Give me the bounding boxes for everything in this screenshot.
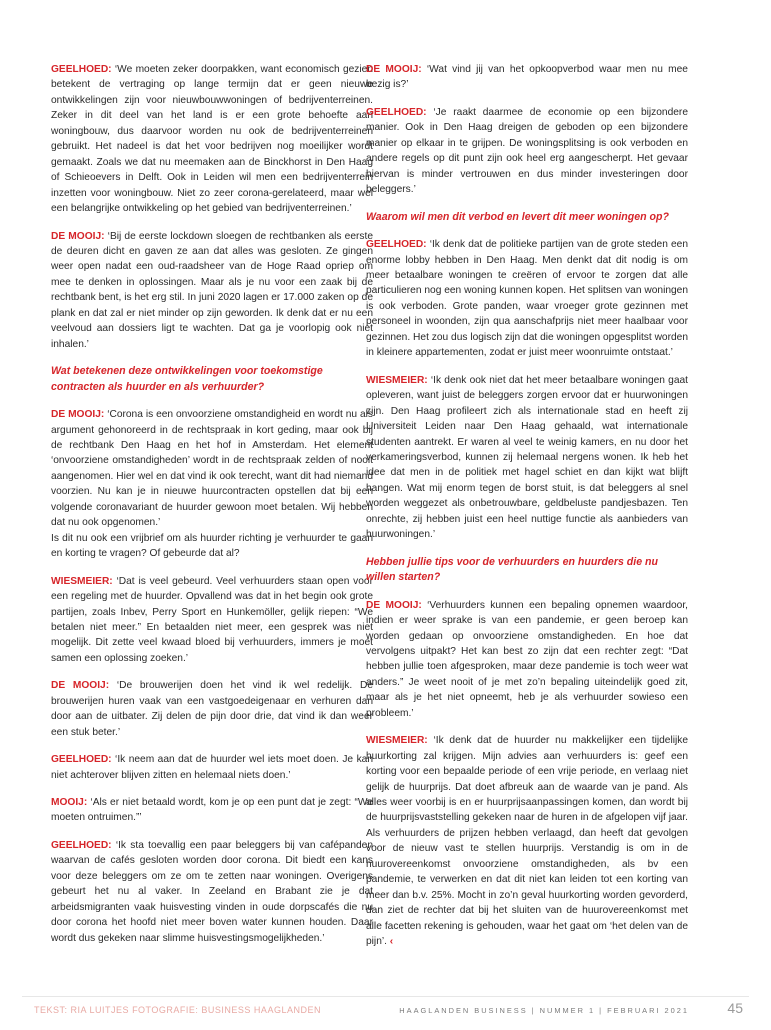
paragraph-text: ‘Je raakt daarmee de economie op een bijzondere manier. Ook in Den Haag dreigen de geboden op een bijzondere manier op elkaar in te grijpen. De woningsplitsing is ook verboden en andere regels op dit punt zijn ook heel erg aangescherpt. Het gevaar hiervan is minder vertrouwen en dus minder investeringen door beleggers.’ bbox=[366, 106, 688, 196]
paragraph bbox=[366, 373, 688, 543]
page-number: 45 bbox=[727, 1000, 743, 1016]
paragraph-text: ‘Ik neem aan dat de huurder wel iets moet doen. Je kan niet achterover blijven zitten en helemaal niets doen.’ bbox=[51, 754, 373, 781]
paragraph-text: ‘Corona is een onvoorziene omstandigheid en wordt nu als argument gehonoreerd in de rechtspraak in kort geding, maar ook bij de rechtbank Den Haag en het hof in Amsterdam. Het element ‘onvoorziene omstandigheden’ wordt in de rechtspraak zelden of nooit aangenomen. Hier wel en dat vind ik ook terecht, want dit had niemand voorzien. Nu kan je in nieuwe huurcontracten opstellen dat bij een volgende coronavariant de huurder gewoon moet betalen. Wij hebben dat nu ook opgenomen.’ bbox=[51, 409, 373, 529]
interview-question: Hebben jullie tips voor de verhuurders en huurders die nu willen starten? bbox=[366, 555, 658, 584]
speaker-label: GEELHOED: bbox=[366, 106, 427, 118]
speaker-label: DE MOOIJ: bbox=[51, 230, 105, 242]
right-column bbox=[366, 62, 688, 962]
speaker-label: DE MOOIJ: bbox=[366, 599, 422, 611]
page-footer bbox=[22, 996, 749, 1023]
article-credits bbox=[34, 1005, 321, 1015]
paragraph bbox=[51, 838, 373, 946]
paragraph-text: ‘We moeten zeker doorpakken, want economisch gezien betekent de vertraging op lange termijn dat er geen nieuwe ontwikkelingen zijn voor nieuwbouwwoningen of bedrijventerreinen. Zeker in dit deel van het land is er een grote behoefte aan woningbouw, dus daarvoor worden nu ook de bedrijventerreinen gebruikt. Het nadeel is dat het voor bedrijven nog moeilijker wordt gemaakt. Zoals we dat nu meemaken aan de Binckhorst in Den Haag of Schieoevers in Delft. Ook in Leiden wil men een bedrijventerrein inzetten voor woningbouw. Niet zo zeer corona-gerelateerd, maar wel een belangrijke ontwikkeling op het gebied van bedrijventerreinen.’ bbox=[51, 64, 373, 215]
speaker-label: MOOIJ: bbox=[51, 797, 88, 809]
speaker-label: GEELHOED: bbox=[51, 754, 112, 766]
text-credit-label: TEKST: bbox=[34, 1005, 68, 1015]
paragraph bbox=[51, 795, 373, 826]
paragraph-text: ‘Bij de eerste lockdown sloegen de rechtbanken als eerste de deuren dicht en gaven ze aan dat alles was gesloten. Ze gingen weer open nadat een oud-raadsheer van de Hoge Raad opriep om mee te denken in oplossingen. Maar als je nu voor een zaak bij de rechtbank bent, is het erg stil. In juni 2020 lagen er 17.000 zaken op de plank en dat zal er niet minder op zijn geworden. Ik denk dat er nu een veelvoud aan dossiers ligt te wachten. Dat ga je voorlopig ook niet inhalen.’ bbox=[51, 230, 373, 350]
paragraph-text: ‘Ik sta toevallig een paar beleggers bij van cafépanden waarvan de cafés gesloten worden door corona. Dit biedt een kans voor deze beleggers om ze om te zetten naar woningen. Overigens gebeurt het nu al vaker. In Zeeland en Brabant zie je dat arbeidsmigranten vaak huisvesting vinden in oude dorpscafés die nu door corona het hoofd niet meer boven water kunnen houden. Daar wordt dus gekeken naar slimme huisvestingsmogelijkheden.’ bbox=[51, 839, 373, 944]
paragraph-text: ‘Ik denk dat de huurder nu makkelijker een tijdelijke huurkorting zal krijgen. Mijn advies aan verhuurders is: geef een korting voor een bepaalde periode of een vrije periode, en verlaag niet gelijk de huurprijs. Dat doet afbreuk aan de waarde van je pand. Als alles weer voorbij is en er huurprijsaanpassingen komen, dan wordt bij de huurprijsvaststelling gekeken naar de huren in de afgelopen vijf jaar. Als verhuurders de prijzen hebben verlaagd, dan heeft dat gevolgen voor de nieuw vast te stellen huurprijs. Verstandig is om in de huurovereenkomst onvoorziene omstandigheden, als bv een pandemie, te verwerken en dat dit niet kan leiden tot een korting van meer dan b.v. 25%. Mocht in zo’n geval huurkorting worden gevorderd, dan ziet de rechter dat bij het sluiten van de huurovereenkomst met alle facetten rekening is gehouden, waar het gaat om ‘het delen van de pijn’. bbox=[366, 735, 688, 948]
end-of-article-icon: ‹ bbox=[389, 936, 394, 948]
speaker-label: WIESMEIER: bbox=[51, 575, 113, 587]
photo-credit-name: BUSINESS HAAGLANDEN bbox=[201, 1005, 321, 1015]
magazine-masthead: HAAGLANDEN BUSINESS | NUMMER 1 | FEBRUARI 2021 bbox=[399, 1006, 689, 1015]
paragraph bbox=[366, 733, 688, 949]
paragraph bbox=[51, 752, 373, 783]
paragraph bbox=[51, 407, 373, 562]
paragraph-text: ‘Verhuurders kunnen een bepaling opnemen waardoor, indien er weer sprake is van een pandemie, er geen beroep kan worden gedaan op onvoorziene omstandigheden. En hoe dat vervolgens uitpakt? Het kan best zo zijn dat een rechter zegt: “Dat hebben jullie toen afgesproken, maar deze pandemie is toch weer wat anders.” Je weet nooit of je met zo’n bepaling uiteindelijk goed zit, maar als je het niet opneemt, heb je als verhuurder sowieso een probleem.’ bbox=[366, 599, 688, 719]
paragraph bbox=[366, 237, 688, 361]
paragraph bbox=[51, 574, 373, 667]
speaker-label: DE MOOIJ: bbox=[51, 409, 105, 421]
paragraph bbox=[51, 62, 373, 217]
paragraph bbox=[366, 105, 688, 198]
speaker-label: WIESMEIER: bbox=[366, 374, 428, 386]
speaker-label: GEELHOED: bbox=[51, 839, 112, 851]
photo-credit-label: FOTOGRAFIE: bbox=[132, 1005, 199, 1015]
paragraph-text: ‘Ik denk ook niet dat het meer betaalbare woningen gaat opleveren, want juist de beleggers zorgen ervoor dat er huurwoningen zijn. Den Haag profileert zich als internationale stad en heeft zij Universiteit Leiden naar Den Haag gehaald, wat internationale studenten aantrekt. Er waren al veel te weinig kamers, en nu door het verkameringsverbod, kunnen zij helemaal nergens wonen. Ik heb het idee dat men in de politiek met hagel schiet en dan kijkt wat blijft hangen. Wat mij enorm tegen de borst stuit, is dat beleggers al snel worden weggezet als onbetrouwbare, geldbeluste pandjesbazen. Ten onrechte, zij hebben juist een heel nuttige functie als aanbieders van huurwoningen.’ bbox=[366, 374, 688, 541]
interview-question: Waarom wil men dit verbod en levert dit meer woningen op? bbox=[366, 210, 669, 223]
paragraph-text: ‘Ik denk dat de politieke partijen van de grote steden een enorme lobby hebben in Den Haag. Men denkt dat dit nodig is om meer betaalbare woningen te creëren of ervoor te zorgen dat alle particulieren nog een woning kunnen kopen. Het splitsen van woningen is ook verboden. Grote panden, waar vroeger grote gezinnen met personeel in woonden, zijn qua aanschafprijs niet meer haalbaar voor gezinnen. Het zou dus logisch zijn dat die woningen opgesplitst worden in kleinere appartementen, zodat er juist meer woonruimte ontstaat.’ bbox=[366, 239, 688, 359]
speaker-label: DE MOOIJ: bbox=[366, 64, 422, 75]
speaker-label: WIESMEIER: bbox=[366, 735, 428, 747]
paragraph bbox=[366, 62, 688, 93]
speaker-label: GEELHOED: bbox=[51, 64, 112, 75]
paragraph-text: ‘Wat vind jij van het opkoopverbod waar men nu mee bezig is?’ bbox=[366, 64, 688, 91]
speaker-label: DE MOOIJ: bbox=[51, 680, 110, 692]
paragraph-text: ‘De brouwerijen doen het vind ik wel redelijk. De brouwerijen huren vaak van een vastgoedeigenaar en verhuren dan door aan de uitbater. Zij delen de pijn door drie, dat vind ik dan weer een stuk beter.’ bbox=[51, 680, 373, 738]
paragraph-text: ‘Dat is veel gebeurd. Veel verhuurders staan open voor een regeling met de huurder. Opvallend was dat in het begin ook grote partijen, zoals Inbev, Perry Sport en Hunkemöller, gelijk riepen: “We betalen niet meer.” En betaalden niet meer, een gesprek was niet mogelijk. Dit zette veel kwaad bloed bij verhuurders, immers je moet samen een oplossing zoeken.’ bbox=[51, 575, 373, 664]
speaker-label: GEELHOED: bbox=[366, 239, 427, 251]
paragraph bbox=[51, 229, 373, 353]
paragraph bbox=[366, 598, 688, 722]
paragraph bbox=[51, 678, 373, 740]
paragraph-text-extra: Is dit nu ook een vrijbrief om als huurder richting je verhuurder te gaan en korting te vragen? Of gebeurde dat al? bbox=[51, 532, 373, 560]
paragraph-text: ‘Als er niet betaald wordt, kom je op een punt dat je zegt: “We moeten ontruimen.”’ bbox=[51, 797, 373, 824]
text-credit-author: RIA LUITJES bbox=[70, 1005, 130, 1015]
left-column bbox=[51, 62, 373, 958]
interview-question: Wat betekenen deze ontwikkelingen voor toekomstige contracten als huurder en als verhuurder? bbox=[51, 365, 323, 393]
